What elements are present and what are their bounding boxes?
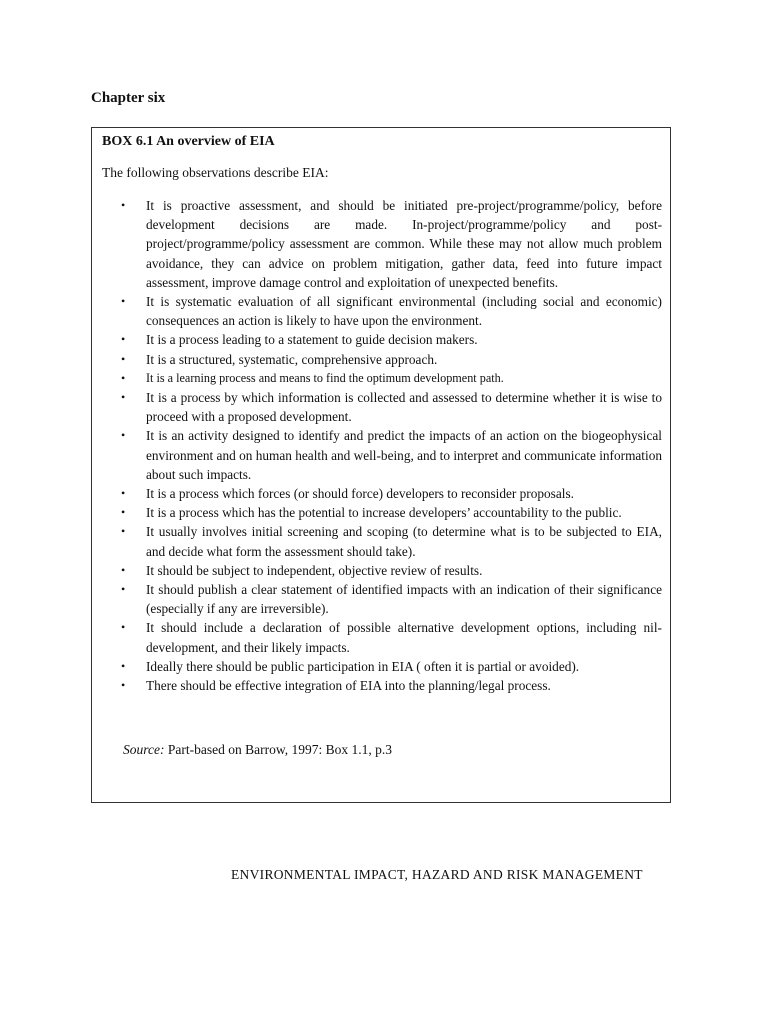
list-item-text: It is a learning process and means to find the optimum development path.: [146, 370, 504, 385]
list-item: [119, 350, 662, 369]
list-item-text: It is systematic evaluation of all significant environmental (including social and economic) consequences an action is likely to have upon the environment.: [146, 294, 662, 329]
list-item-text: It is an activity designed to identify and predict the impacts of an action on the biogeophysical environment and on human health and well-being, and to interpret and communicate information about such impacts.: [146, 428, 662, 482]
bullet-icon: •: [121, 294, 126, 309]
list-item: [119, 618, 662, 656]
list-item-text: Ideally there should be public participation in EIA ( often it is partial or avoided).: [146, 658, 580, 674]
source-text: Part-based on Barrow, 1997: Box 1.1, p.3: [167, 742, 392, 757]
running-footer: ENVIRONMENTAL IMPACT, HAZARD AND RISK MANAGEMENT: [231, 867, 643, 882]
bullet-icon: •: [121, 620, 126, 635]
bullet-icon: •: [121, 332, 126, 347]
chapter-heading: Chapter six: [91, 90, 166, 106]
box-6-1: [91, 127, 671, 803]
list-item-text: There should be effective integration of EIA into the planning/legal process.: [146, 678, 551, 694]
list-item-text: It is a process which forces (or should force) developers to reconsider proposals.: [146, 486, 574, 502]
list-item: [119, 292, 662, 330]
bullet-icon: •: [121, 678, 126, 693]
list-item-text: It is a process leading to a statement to guide decision makers.: [146, 332, 478, 348]
bullet-icon: •: [121, 428, 126, 443]
list-item-text: It should publish a clear statement of identified impacts with an indication of their significance (especially if any are irreversible).: [146, 582, 662, 617]
source-label: Source:: [123, 742, 165, 757]
list-item-text: It should include a declaration of possible alternative development options, including nil-development, and their likely impacts.: [146, 620, 662, 655]
bullet-icon: •: [121, 351, 126, 366]
list-item: [119, 580, 662, 618]
list-item: [119, 369, 662, 388]
list-item: [119, 330, 662, 349]
bullet-icon: •: [121, 390, 126, 405]
list-item: [119, 484, 662, 503]
list-item-text: It is a process which has the potential to increase developers’ accountability to the public.: [146, 505, 622, 521]
list-item-text: It usually involves initial screening and scoping (to determine what is to be subjected to EIA, and decide what form the assessment should take).: [146, 524, 662, 559]
list-item: [119, 196, 662, 292]
list-item-text: It is proactive assessment, and should be initiated pre-project/programme/policy, before development decisions are made. In-project/programme/policy and post-project/programme/policy assessment are common. While these may not allow much problem avoidance, they can advice on problem mitigation, gather data, feed into future impact assessment, improve damage control and exploitation of unexpected benefits.: [146, 198, 662, 290]
bullet-icon: •: [121, 524, 126, 539]
list-item-text: It should be subject to independent, objective review of results.: [146, 562, 483, 578]
list-item: [119, 388, 662, 426]
source-citation: [123, 742, 392, 758]
list-item: [119, 657, 662, 676]
list-item-text: It is a process by which information is collected and assessed to determine whether it is wise to proceed with a proposed development.: [146, 390, 662, 425]
bullet-icon: •: [121, 658, 126, 673]
box-title: BOX 6.1 An overview of EIA: [102, 134, 275, 149]
observations-list: [119, 196, 662, 695]
list-item: [119, 676, 662, 695]
list-item-text: It is a structured, systematic, comprehensive approach.: [146, 351, 438, 367]
bullet-icon: •: [121, 562, 126, 577]
bullet-icon: •: [121, 370, 126, 385]
bullet-icon: •: [121, 582, 126, 597]
bullet-icon: •: [121, 198, 126, 212]
box-intro: The following observations describe EIA:: [102, 165, 329, 180]
bullet-icon: •: [121, 505, 126, 520]
list-item: [119, 503, 662, 522]
list-item: [119, 561, 662, 580]
list-item: [119, 426, 662, 484]
list-item: [119, 522, 662, 560]
bullet-icon: •: [121, 486, 126, 501]
